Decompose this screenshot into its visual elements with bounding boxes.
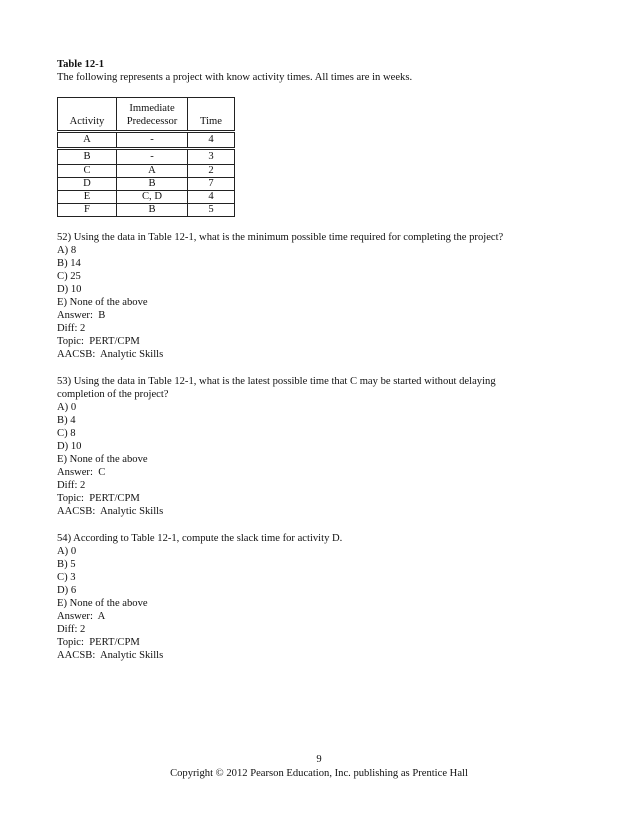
answer: Answer: B bbox=[57, 310, 106, 321]
answer: Answer: C bbox=[57, 467, 106, 478]
header-time: Time bbox=[188, 98, 235, 132]
cell-predecessor: C, D bbox=[117, 191, 188, 204]
option-b: B) 4 bbox=[57, 415, 76, 426]
topic: Topic: PERT/CPM bbox=[57, 637, 140, 648]
page-number: 9 bbox=[316, 754, 322, 765]
answer: Answer: A bbox=[57, 611, 106, 622]
option-a: A) 0 bbox=[57, 402, 77, 413]
header-predecessor-line1: Immediate bbox=[129, 103, 175, 114]
activity-table bbox=[57, 97, 235, 217]
header-predecessor bbox=[117, 98, 188, 132]
question-text: 53) Using the data in Table 12-1, what is the latest possible time that C may be started without delaying bbox=[57, 376, 496, 387]
aacsb: AACSB: Analytic Skills bbox=[57, 506, 164, 517]
header-activity: Activity bbox=[58, 98, 117, 132]
table-header-row bbox=[58, 98, 235, 132]
option-a: A) 0 bbox=[57, 546, 77, 557]
option-c: C) 3 bbox=[57, 572, 76, 583]
cell-predecessor: - bbox=[117, 132, 188, 149]
option-c: C) 8 bbox=[57, 428, 76, 439]
table-row bbox=[58, 191, 235, 204]
header-predecessor-line2: Predecessor bbox=[126, 116, 178, 127]
option-a: A) 8 bbox=[57, 245, 77, 256]
cell-activity: B bbox=[58, 149, 117, 165]
cell-predecessor: - bbox=[117, 149, 188, 165]
cell-time: 3 bbox=[188, 149, 235, 165]
option-b: B) 14 bbox=[57, 258, 81, 269]
topic: Topic: PERT/CPM bbox=[57, 336, 140, 347]
table-row bbox=[58, 132, 235, 149]
aacsb: AACSB: Analytic Skills bbox=[57, 650, 164, 661]
option-e: E) None of the above bbox=[57, 598, 148, 609]
option-e: E) None of the above bbox=[57, 297, 148, 308]
question-53 bbox=[57, 375, 597, 518]
question-text: 54) According to Table 12-1, compute the slack time for activity D. bbox=[57, 533, 343, 544]
cell-time: 2 bbox=[188, 165, 235, 178]
cell-predecessor: B bbox=[117, 178, 188, 191]
option-c: C) 25 bbox=[57, 271, 81, 282]
table-row bbox=[58, 178, 235, 191]
option-d: D) 10 bbox=[57, 441, 82, 452]
option-d: D) 10 bbox=[57, 284, 82, 295]
cell-activity: A bbox=[58, 132, 117, 149]
question-text: 52) Using the data in Table 12-1, what is the minimum possible time required for completing the project? bbox=[57, 232, 504, 243]
cell-time: 4 bbox=[188, 132, 235, 149]
topic: Topic: PERT/CPM bbox=[57, 493, 140, 504]
difficulty: Diff: 2 bbox=[57, 480, 86, 491]
cell-time: 5 bbox=[188, 204, 235, 217]
cell-time: 7 bbox=[188, 178, 235, 191]
table-row bbox=[58, 165, 235, 178]
option-b: B) 5 bbox=[57, 559, 76, 570]
table-caption: The following represents a project with know activity times. All times are in weeks. bbox=[57, 72, 413, 83]
table-row bbox=[58, 149, 235, 165]
aacsb: AACSB: Analytic Skills bbox=[57, 349, 164, 360]
copyright-notice: Copyright © 2012 Pearson Education, Inc. publishing as Prentice Hall bbox=[170, 768, 468, 779]
question-text-continued: completion of the project? bbox=[57, 389, 169, 400]
cell-activity: D bbox=[58, 178, 117, 191]
option-d: D) 6 bbox=[57, 585, 77, 596]
question-54 bbox=[57, 532, 597, 662]
document-body bbox=[57, 58, 597, 662]
cell-activity: F bbox=[58, 204, 117, 217]
cell-activity: E bbox=[58, 191, 117, 204]
cell-predecessor: A bbox=[117, 165, 188, 178]
question-52 bbox=[57, 231, 597, 361]
difficulty: Diff: 2 bbox=[57, 624, 86, 635]
option-e: E) None of the above bbox=[57, 454, 148, 465]
table-row bbox=[58, 204, 235, 217]
cell-time: 4 bbox=[188, 191, 235, 204]
cell-activity: C bbox=[58, 165, 117, 178]
cell-predecessor: B bbox=[117, 204, 188, 217]
difficulty: Diff: 2 bbox=[57, 323, 86, 334]
table-title: Table 12-1 bbox=[57, 59, 104, 70]
